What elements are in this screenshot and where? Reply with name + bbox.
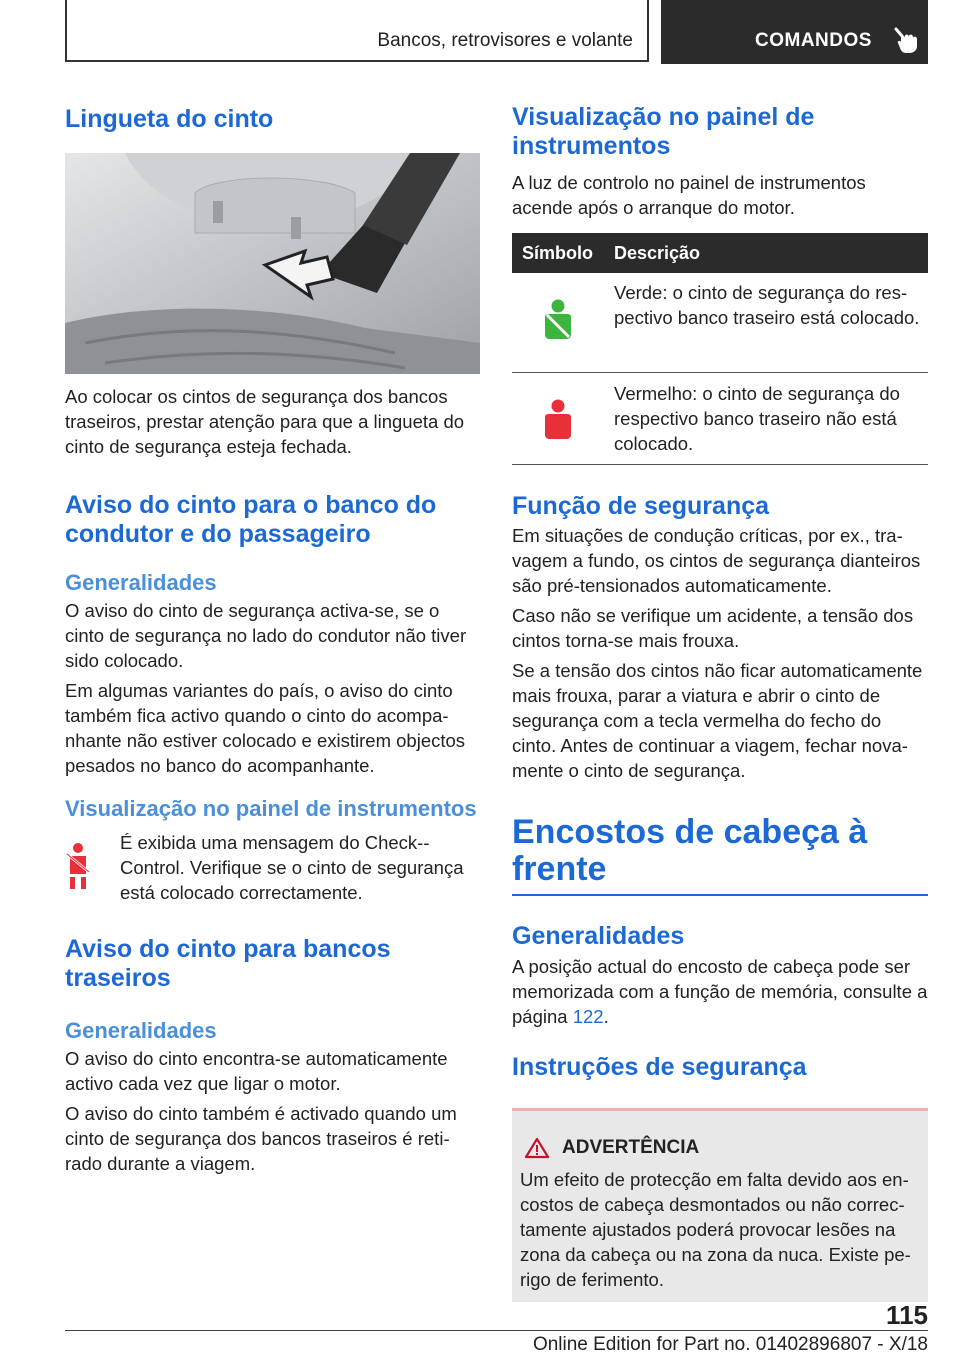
paragraph-generalidades-2b: O aviso do cinto também é activado quando um cinto de segurança dos bancos traseiros é retirado durante a viagem.	[65, 1103, 457, 1174]
heading-aviso-condutor: Aviso do cinto para o banco do condutor e do passageiro	[65, 491, 437, 548]
warning-text: Um efeito de protecção em falta devido aos encostos de cabeça desmontados ou não correctamente ajustados poderá provocar lesões na zona da cabeça ou na zona da nuca. Existe perigo de ferimento.	[520, 1169, 911, 1290]
seatbelt-warning-icon	[65, 842, 91, 890]
page-number: 115	[886, 1300, 928, 1330]
column-header-symbol: Símbolo	[512, 233, 604, 273]
page-reference-link[interactable]: 122	[572, 1006, 604, 1027]
heading-generalidades-1: Generalidades	[65, 570, 217, 595]
seatbelt-latch-photo	[65, 153, 480, 374]
paragraph-lingueta: Ao colocar os cintos de segurança dos bancos traseiros, prestar atenção para que a lingueta do cinto de segurança esteja fechada.	[65, 386, 465, 457]
warning-title-row	[524, 1137, 920, 1159]
page-header	[65, 0, 928, 64]
paragraph-generalidades-2a: O aviso do cinto encontra-se automaticamente activo cada vez que ligar o motor.	[65, 1048, 448, 1094]
heading-generalidades-2: Generalidades	[65, 1018, 217, 1043]
header-chapter-title: COMANDOS	[755, 30, 872, 51]
header-chapter-box	[661, 0, 928, 64]
heading-aviso-traseiros: Aviso do cinto para bancos traseiros	[65, 935, 391, 992]
paragraph-funcao-b: Caso não se verifique um acidente, a tensão dos cintos torna-se mais frouxa.	[512, 605, 914, 651]
heading-visualizacao-1: Visualização no painel de instrumentos	[65, 796, 477, 821]
header-section-box	[65, 0, 649, 62]
left-column	[65, 100, 480, 1176]
footer-divider	[65, 1330, 928, 1331]
right-column	[512, 100, 928, 1302]
heading-generalidades-3: Generalidades	[512, 922, 685, 950]
symbol-cell	[512, 273, 604, 373]
table-row	[512, 273, 928, 373]
heading-instrucoes: Instruções de segurança	[512, 1053, 807, 1081]
table-row	[512, 373, 928, 465]
paragraph-generalidades-3-suffix: .	[603, 1006, 609, 1027]
heading-encostos: Encostos de cabeça à frente	[512, 813, 868, 888]
header-section-title: Bancos, retrovisores e volante	[377, 30, 633, 51]
paragraph-visualizacao-2: A luz de controlo no painel de instrumentos acende após o arranque do motor.	[512, 172, 866, 218]
warning-box	[512, 1108, 928, 1302]
warning-title: ADVERTÊNCIA	[562, 1137, 700, 1158]
paragraph-funcao-c: Se a tensão dos cintos não ficar automaticamente mais frouxa, parar a viatura e abrir o cinto de segurança com a tecla vermelha do fecho do cinto. Antes de continuar a viagem, fechar novamente o cinto de segurança.	[512, 660, 923, 781]
seatbelt-green-icon	[541, 299, 575, 351]
seatbelt-red-icon	[541, 399, 575, 451]
paragraph-funcao-a: Em situações de condução críticas, por ex., travagem a fundo, os cintos de segurança dianteiros são pré-tensionados automaticamente.	[512, 525, 921, 596]
paragraph-generalidades-3	[512, 954, 928, 1029]
symbol-table-header	[512, 233, 928, 273]
description-cell: Vermelho: o cinto de segurança do respectivo banco traseiro não está colocado.	[604, 373, 928, 465]
description-cell: Verde: o cinto de segurança do respectivo banco traseiro está colocado.	[604, 273, 928, 373]
paragraph-generalidades-1b: Em algumas variantes do país, o aviso do cinto também fica activo quando o cinto do acompanhante não estiver colocado e existirem objectos pesados no banco do acompanhante.	[65, 680, 466, 776]
heading-underline	[512, 894, 928, 896]
symbol-table	[512, 233, 928, 465]
heading-visualizacao-2: Visualização no painel de instrumentos	[512, 103, 815, 160]
paragraph-generalidades-3-text: A posição actual do encosto de cabeça pode ser memorizada com a função de memória, consulte a página	[512, 956, 928, 1027]
heading-funcao: Função de segurança	[512, 492, 770, 520]
paragraph-visualizacao-1: É exibida uma mensagem do Check--Control. Verifique se o cinto de segurança está colocado correctamente.	[120, 832, 464, 903]
paragraph-generalidades-1a: O aviso do cinto de segurança activa-se, se o cinto de segurança no lado do condutor não tiver sido colocado.	[65, 600, 467, 671]
seat-illustration	[65, 153, 480, 374]
heading-lingueta: Lingueta do cinto	[65, 105, 274, 133]
symbol-cell	[512, 373, 604, 465]
footer-edition: Online Edition for Part no. 01402896807 - X/18	[532, 1334, 928, 1355]
warning-triangle-icon	[524, 1137, 550, 1159]
column-header-description: Descrição	[604, 233, 928, 273]
check-control-row	[65, 830, 480, 905]
hand-pointer-icon	[893, 26, 919, 54]
